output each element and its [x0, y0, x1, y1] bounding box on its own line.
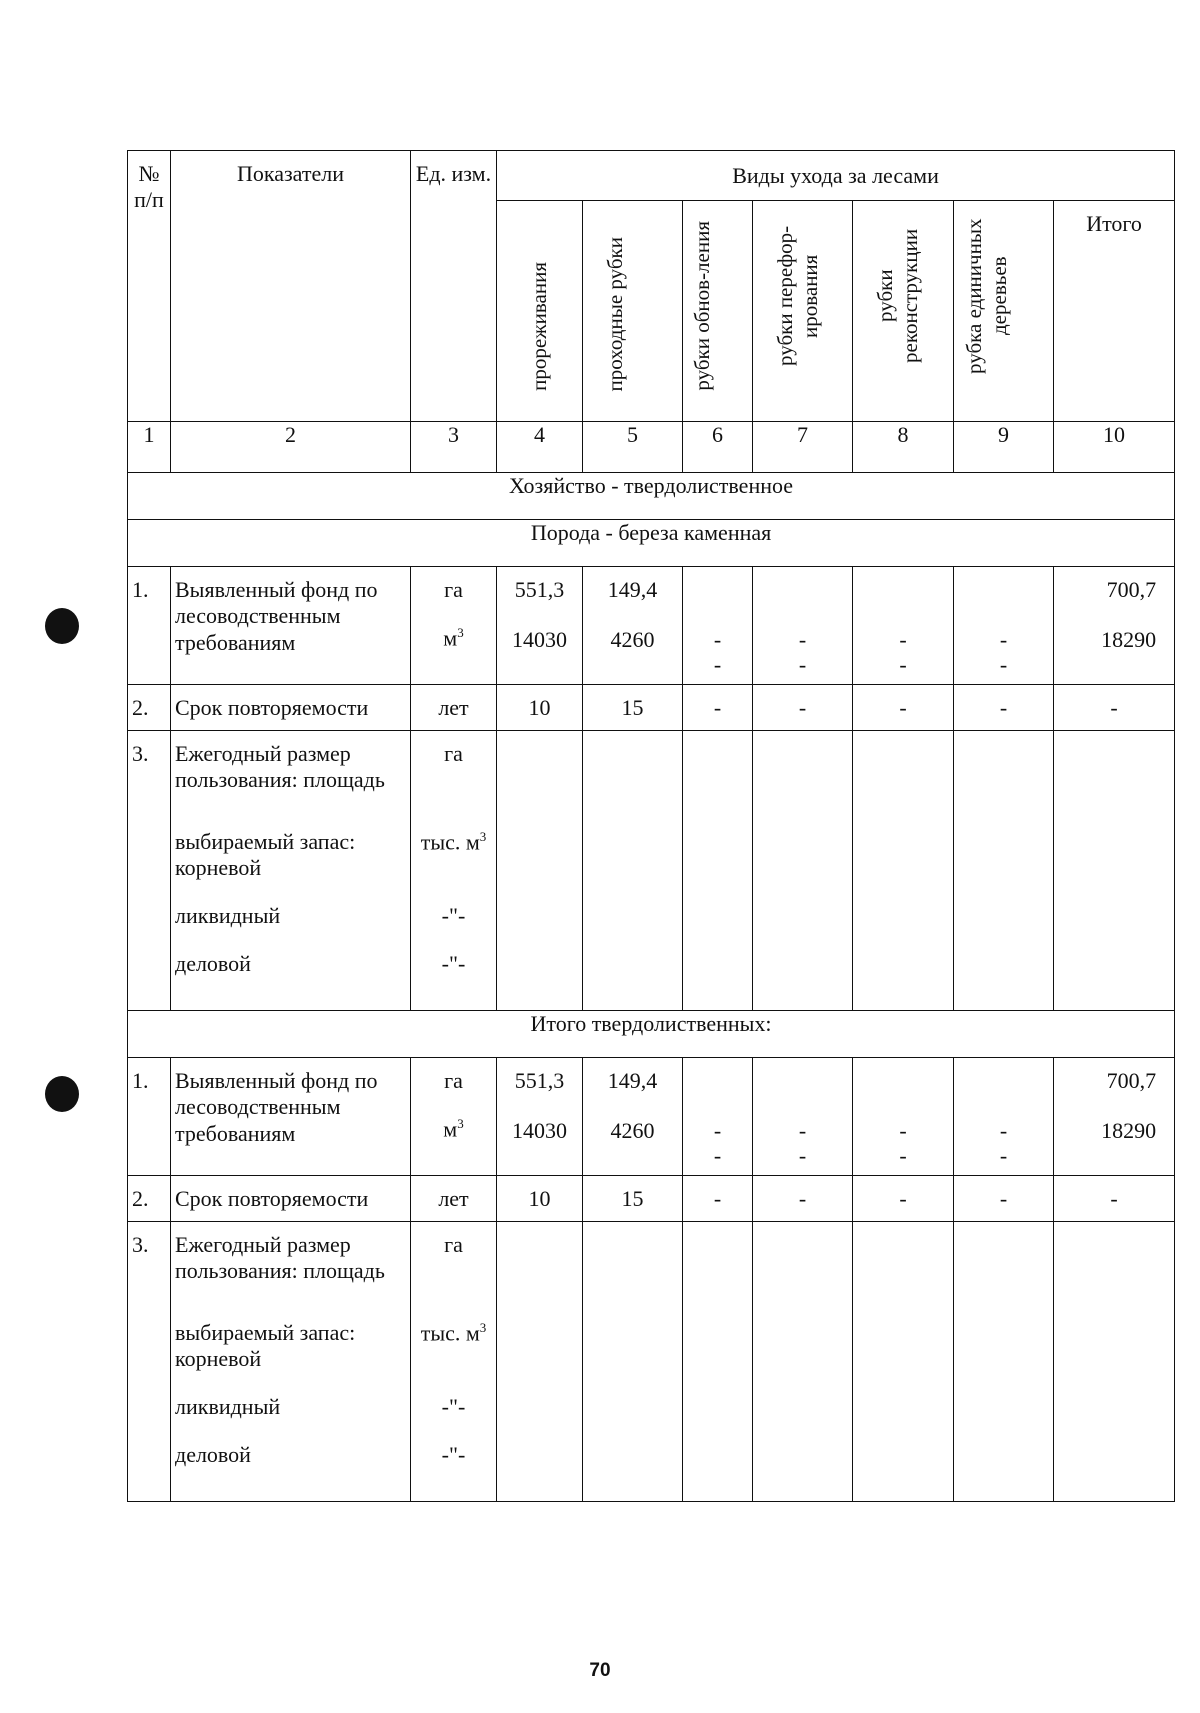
- column-number: 5: [583, 422, 683, 473]
- empty-cell: [1054, 1222, 1175, 1502]
- row-number: 2.: [128, 1176, 171, 1222]
- empty-cell: [753, 731, 853, 1011]
- column-number: 3: [411, 422, 497, 473]
- value-cell: - -: [753, 1058, 853, 1176]
- row-number: 3.: [128, 731, 171, 1011]
- empty-cell: [497, 731, 583, 1011]
- empty-cell: [583, 731, 683, 1011]
- forest-care-table: [127, 150, 1175, 1502]
- empty-cell: [683, 1222, 753, 1502]
- row-annual-use: [128, 1222, 1175, 1502]
- column-number: 10: [1054, 422, 1175, 473]
- column-number: 9: [954, 422, 1054, 473]
- column-number: 1: [128, 422, 171, 473]
- total-cell: 700,7 18290: [1054, 1058, 1175, 1176]
- value-cell: - -: [753, 567, 853, 685]
- value-cell: 15: [583, 685, 683, 731]
- value-cell: 149,4 4260: [583, 1058, 683, 1176]
- section-title: Итого твердолиственных:: [128, 1011, 1175, 1058]
- header-total: Итого: [1054, 201, 1175, 422]
- row-annual-use: [128, 731, 1175, 1011]
- value-cell: - -: [954, 567, 1054, 685]
- row-label: Срок повторяемости: [171, 685, 411, 731]
- value-cell: 551,3 14030: [497, 567, 583, 685]
- column-number: 2: [171, 422, 411, 473]
- page-number: 70: [589, 1660, 611, 1681]
- value-cell: -: [753, 1176, 853, 1222]
- punch-hole: [45, 608, 79, 644]
- column-number: 8: [853, 422, 954, 473]
- value-cell: - -: [853, 567, 954, 685]
- row-unit: лет: [411, 685, 497, 731]
- value-cell: - -: [683, 1058, 753, 1176]
- section-title: Хозяйство - твердолиственное: [128, 473, 1175, 520]
- header-type-3: рубки обнов-ления: [683, 201, 753, 422]
- value-cell: -: [954, 685, 1054, 731]
- value-cell: -: [1054, 685, 1175, 731]
- empty-cell: [683, 731, 753, 1011]
- value-cell: -: [753, 685, 853, 731]
- row-unit: лет: [411, 1176, 497, 1222]
- header-care-types: Виды ухода за лесами: [497, 151, 1175, 201]
- column-number: 7: [753, 422, 853, 473]
- row-label: Ежегодный размер пользования: площадь выбираемый запас: корневой ликвидный деловой: [171, 1222, 411, 1502]
- empty-cell: [954, 731, 1054, 1011]
- row-repeat-period: [128, 1176, 1175, 1222]
- row-unit: га $м^3$: [411, 1058, 497, 1176]
- value-cell: -: [683, 1176, 753, 1222]
- header-type-2: проходные рубки: [583, 201, 683, 422]
- row-label: Срок повторяемости: [171, 1176, 411, 1222]
- header-type-4: рубки перефор-ирования: [753, 201, 853, 422]
- value-cell: - -: [683, 567, 753, 685]
- value-cell: -: [954, 1176, 1054, 1222]
- header-no: № п/п: [128, 151, 171, 422]
- empty-cell: [497, 1222, 583, 1502]
- empty-cell: [753, 1222, 853, 1502]
- value-cell: 15: [583, 1176, 683, 1222]
- row-identified-fund: [128, 1058, 1175, 1176]
- row-unit: га $м^3$: [411, 567, 497, 685]
- total-cell: 700,7 18290: [1054, 567, 1175, 685]
- value-cell: 551,3 14030: [497, 1058, 583, 1176]
- value-cell: -: [1054, 1176, 1175, 1222]
- column-number: 4: [497, 422, 583, 473]
- column-numbers-row: [128, 422, 1175, 473]
- row-number: 3.: [128, 1222, 171, 1502]
- empty-cell: [853, 1222, 954, 1502]
- value-cell: 149,4 4260: [583, 567, 683, 685]
- value-cell: - -: [954, 1058, 1054, 1176]
- value-cell: -: [853, 1176, 954, 1222]
- row-number: 1.: [128, 567, 171, 685]
- value-cell: -: [853, 685, 954, 731]
- empty-cell: [853, 731, 954, 1011]
- empty-cell: [954, 1222, 1054, 1502]
- section-title: Порода - береза каменная: [128, 520, 1175, 567]
- header-unit: Ед. изм.: [411, 151, 497, 422]
- column-number: 6: [683, 422, 753, 473]
- punch-hole: [45, 1076, 79, 1112]
- header-type-1: прореживания: [497, 201, 583, 422]
- header-type-5: рубки реконструкции: [853, 201, 954, 422]
- row-repeat-period: [128, 685, 1175, 731]
- header-type-6: рубка единичных деревьев: [954, 201, 1054, 422]
- row-unit: га тыс. $м^3$ -"- -"-: [411, 1222, 497, 1502]
- value-cell: - -: [853, 1058, 954, 1176]
- value-cell: 10: [497, 685, 583, 731]
- value-cell: 10: [497, 1176, 583, 1222]
- row-number: 2.: [128, 685, 171, 731]
- row-number: 1.: [128, 1058, 171, 1176]
- empty-cell: [1054, 731, 1175, 1011]
- header-indicators: Показатели: [171, 151, 411, 422]
- value-cell: -: [683, 685, 753, 731]
- row-unit: га тыс. $м^3$ -"- -"-: [411, 731, 497, 1011]
- row-label: Выявленный фонд по лесоводственным требованиям: [171, 1058, 411, 1176]
- empty-cell: [583, 1222, 683, 1502]
- row-label: Выявленный фонд по лесоводственным требованиям: [171, 567, 411, 685]
- row-identified-fund: [128, 567, 1175, 685]
- row-label: Ежегодный размер пользования: площадь выбираемый запас: корневой ликвидный деловой: [171, 731, 411, 1011]
